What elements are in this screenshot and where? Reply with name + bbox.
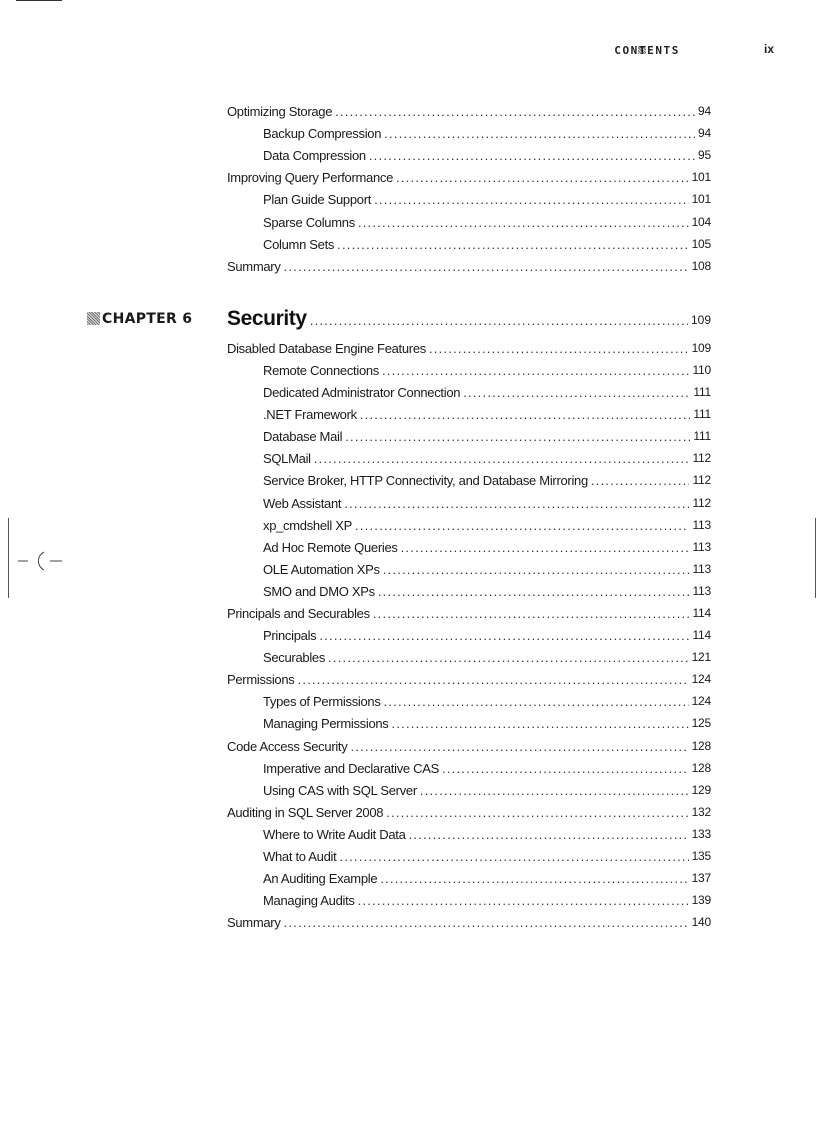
toc-entry[interactable] bbox=[227, 207, 711, 229]
toc-entry[interactable] bbox=[227, 842, 711, 864]
toc-entry[interactable] bbox=[227, 555, 711, 577]
toc-entry-page: 104 bbox=[691, 214, 711, 229]
toc-entry-title: Securables bbox=[263, 650, 326, 666]
toc-entry-page: 108 bbox=[691, 258, 711, 273]
dot-leader bbox=[463, 385, 690, 400]
toc-entry-page: 111 bbox=[693, 385, 711, 400]
chapter-title: Security bbox=[227, 306, 307, 330]
toc-entry-title: Using CAS with SQL Server bbox=[263, 782, 417, 798]
toc-entry-page: 101 bbox=[691, 192, 711, 207]
toc-entry-title: Column Sets bbox=[263, 236, 335, 252]
toc-entry[interactable] bbox=[227, 356, 711, 378]
dot-leader bbox=[378, 584, 690, 599]
toc-entry-page: 114 bbox=[692, 605, 711, 620]
toc-entry[interactable] bbox=[227, 466, 711, 488]
toc-entry[interactable] bbox=[227, 444, 711, 466]
toc-entry[interactable] bbox=[227, 252, 711, 274]
toc-entry-page: 112 bbox=[692, 495, 711, 510]
toc-entry-page: 124 bbox=[691, 672, 711, 687]
toc-entry[interactable] bbox=[227, 400, 711, 422]
toc-entry-page: 125 bbox=[691, 716, 711, 731]
running-header bbox=[0, 42, 776, 60]
toc-entry-title: An Auditing Example bbox=[263, 871, 378, 887]
chapter-label bbox=[87, 311, 192, 327]
toc-entry-title: Permissions bbox=[227, 672, 295, 688]
toc-entry-title: Optimizing Storage bbox=[227, 104, 333, 120]
toc-entry-page: 137 bbox=[691, 871, 711, 886]
toc-entry[interactable] bbox=[227, 776, 711, 798]
dot-leader bbox=[284, 915, 689, 930]
toc-entry[interactable] bbox=[227, 488, 711, 510]
toc-entry-title: Dedicated Administrator Connection bbox=[263, 385, 461, 401]
toc-entry-title: Remote Connections bbox=[263, 362, 379, 378]
toc-entry[interactable] bbox=[227, 886, 711, 908]
toc-entry-page: 113 bbox=[692, 539, 711, 554]
toc-entry[interactable] bbox=[227, 665, 711, 687]
toc-entry-page: 111 bbox=[693, 407, 711, 422]
dot-leader bbox=[409, 827, 689, 842]
toc-entry[interactable] bbox=[227, 599, 711, 621]
toc-entry-title: Principals bbox=[263, 628, 317, 644]
dot-leader bbox=[350, 739, 688, 754]
dot-leader bbox=[314, 451, 690, 466]
toc-entry-page: 128 bbox=[691, 760, 711, 775]
dot-leader bbox=[401, 540, 690, 555]
toc-entry-title: Database Mail bbox=[263, 429, 343, 445]
dot-leader bbox=[396, 170, 689, 185]
toc-entry-title: Imperative and Declarative CAS bbox=[263, 760, 439, 776]
toc-entry-title: Summary bbox=[227, 915, 281, 931]
dot-leader bbox=[358, 893, 689, 908]
toc-section-after bbox=[227, 334, 711, 931]
toc-entry-title: Backup Compression bbox=[263, 126, 382, 142]
toc-entry-title: Improving Query Performance bbox=[227, 170, 394, 186]
toc-entry-title: Managing Permissions bbox=[263, 716, 389, 732]
toc-entry[interactable] bbox=[227, 511, 711, 533]
toc-entry-title: .NET Framework bbox=[263, 407, 357, 423]
toc-entry-page: 114 bbox=[692, 628, 711, 643]
toc-entry-page: 128 bbox=[691, 738, 711, 753]
chapter-heading[interactable] bbox=[102, 296, 711, 330]
toc-entry-page: 94 bbox=[698, 104, 711, 119]
dot-leader bbox=[360, 407, 691, 422]
toc-entry-page: 113 bbox=[692, 583, 711, 598]
dot-leader bbox=[591, 473, 690, 488]
toc-entry-title: Code Access Security bbox=[227, 738, 348, 754]
toc-entry-page: 124 bbox=[691, 694, 711, 709]
chapter-label-text: CHAPTER 6 bbox=[102, 310, 193, 327]
toc-entry-page: 94 bbox=[698, 126, 711, 141]
toc-entry-page: 113 bbox=[692, 517, 711, 532]
table-of-contents bbox=[102, 97, 711, 931]
toc-entry-page: 133 bbox=[691, 826, 711, 841]
toc-entry[interactable] bbox=[227, 230, 711, 252]
chapter-marker-icon bbox=[87, 312, 100, 325]
dot-leader bbox=[382, 363, 689, 378]
toc-entry-title: Summary bbox=[227, 258, 281, 274]
toc-entry-page: 112 bbox=[692, 451, 711, 466]
dot-leader bbox=[374, 192, 689, 207]
dot-leader bbox=[335, 104, 695, 119]
toc-entry-title: SQLMail bbox=[263, 451, 311, 467]
toc-entry-page: 110 bbox=[692, 362, 711, 377]
toc-entry[interactable] bbox=[227, 643, 711, 665]
toc-entry[interactable] bbox=[227, 908, 711, 930]
dot-leader bbox=[420, 783, 689, 798]
toc-entry[interactable] bbox=[227, 119, 711, 141]
dot-leader bbox=[345, 429, 690, 444]
toc-entry-title: Data Compression bbox=[263, 148, 366, 164]
toc-entry[interactable] bbox=[227, 378, 711, 400]
toc-entry-title: SMO and DMO XPs bbox=[263, 583, 375, 599]
crop-mark-top bbox=[16, 0, 62, 1]
dot-leader bbox=[284, 259, 689, 274]
toc-entry[interactable] bbox=[227, 334, 711, 356]
dot-leader bbox=[339, 849, 688, 864]
toc-entry-page: 112 bbox=[692, 473, 711, 488]
toc-entry-page: 132 bbox=[691, 804, 711, 819]
toc-entry-title: What to Audit bbox=[263, 849, 337, 864]
toc-entry-page: 121 bbox=[691, 650, 711, 665]
toc-entry-title: OLE Automation XPs bbox=[263, 561, 380, 577]
toc-entry[interactable] bbox=[227, 577, 711, 599]
dot-leader bbox=[328, 650, 689, 665]
toc-entry-page: 129 bbox=[691, 782, 711, 797]
dot-leader bbox=[442, 761, 689, 776]
dot-leader bbox=[337, 237, 688, 252]
toc-section-before bbox=[227, 97, 711, 274]
toc-entry-page: 101 bbox=[691, 170, 711, 185]
registration-mark-icon bbox=[18, 548, 62, 576]
toc-entry-page: 139 bbox=[691, 893, 711, 908]
crop-mark-left bbox=[8, 518, 9, 598]
toc-entry[interactable] bbox=[227, 687, 711, 709]
toc-entry[interactable] bbox=[227, 185, 711, 207]
toc-entry[interactable] bbox=[227, 141, 711, 163]
toc-entry-title: Ad Hoc Remote Queries bbox=[263, 539, 398, 555]
toc-entry-page: 113 bbox=[692, 561, 711, 576]
toc-entry-title: Plan Guide Support bbox=[263, 192, 372, 208]
dot-leader bbox=[373, 606, 690, 621]
dot-leader bbox=[298, 672, 689, 687]
toc-entry[interactable] bbox=[227, 820, 711, 842]
dot-leader bbox=[355, 518, 689, 533]
toc-entry-title: Where to Write Audit Data bbox=[263, 826, 406, 842]
toc-entry-page: 111 bbox=[693, 429, 711, 444]
chapter-page: 109 bbox=[690, 312, 711, 327]
toc-entry-page: 140 bbox=[691, 915, 711, 930]
dot-leader bbox=[310, 313, 688, 328]
toc-entry-title: Service Broker, HTTP Connectivity, and Database Mirroring bbox=[263, 473, 588, 489]
dot-leader bbox=[380, 871, 688, 886]
toc-entry-title: xp_cmdshell XP bbox=[263, 517, 353, 533]
toc-entry[interactable] bbox=[227, 864, 711, 886]
toc-entry-title: Disabled Database Engine Features bbox=[227, 340, 426, 356]
dot-leader bbox=[384, 694, 689, 709]
toc-entry-page: 105 bbox=[691, 236, 711, 251]
toc-entry[interactable] bbox=[227, 97, 711, 119]
toc-entry-title: Types of Permissions bbox=[263, 694, 381, 710]
toc-entry[interactable] bbox=[227, 163, 711, 185]
toc-entry-page: 135 bbox=[691, 849, 711, 863]
dot-leader bbox=[386, 805, 688, 820]
page-number: ix bbox=[763, 42, 774, 56]
toc-entry[interactable] bbox=[227, 798, 711, 820]
dot-leader bbox=[429, 341, 689, 356]
dot-leader bbox=[383, 562, 690, 577]
toc-entry-page: 109 bbox=[691, 340, 711, 355]
running-title: CONTENTS bbox=[614, 44, 680, 57]
dot-leader bbox=[384, 126, 695, 141]
toc-entry-page: 95 bbox=[698, 148, 711, 163]
toc-entry-title: Auditing in SQL Server 2008 bbox=[227, 804, 384, 820]
dot-leader bbox=[369, 148, 695, 163]
dot-leader bbox=[392, 716, 689, 731]
toc-entry[interactable] bbox=[227, 709, 711, 731]
toc-entry[interactable] bbox=[227, 754, 711, 776]
toc-entry-title: Managing Audits bbox=[263, 893, 355, 909]
dot-leader bbox=[344, 496, 689, 511]
dot-leader bbox=[358, 215, 689, 230]
toc-entry[interactable] bbox=[227, 621, 711, 643]
toc-entry-title: Sparse Columns bbox=[263, 214, 355, 230]
toc-entry[interactable] bbox=[227, 731, 711, 753]
toc-entry-title: Web Assistant bbox=[263, 495, 342, 511]
toc-entry[interactable] bbox=[227, 533, 711, 555]
dot-leader bbox=[319, 628, 689, 643]
toc-entry[interactable] bbox=[227, 422, 711, 444]
toc-entry-title: Principals and Securables bbox=[227, 605, 370, 621]
